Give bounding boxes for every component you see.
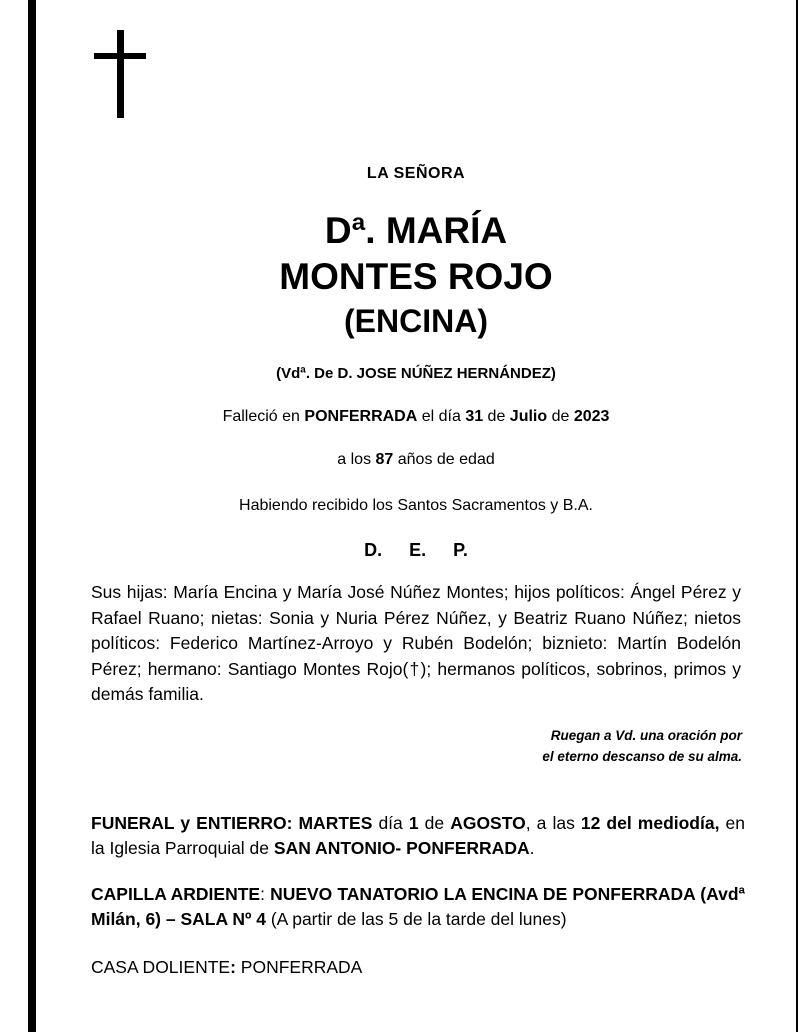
deceased-name-line1: Dª. MARÍA (324, 210, 508, 251)
prayer-request: Ruegan a Vd. una oración por el eterno descanso de su alma. (542, 728, 742, 764)
deceased-nickname: (ENCINA) (344, 303, 488, 339)
dep-line: D. E. P. (364, 540, 468, 560)
page-border (28, 0, 798, 1032)
age-line: a los 87 años de edad (337, 451, 495, 468)
sacraments-line: Habiendo recibido los Santos Sacramentos y B.A. (239, 497, 593, 514)
chapel-info: CAPILLA ARDIENTE: NUEVO TANATORIO LA ENCINA DE PONFERRADA (Avdª Milán, 6) – SALA Nº 4 (A partir de las 5 de la tarde del lunes) (91, 884, 745, 929)
age-years: 87 (375, 451, 394, 468)
family-paragraph: Sus hijas: María Encina y María José Núñez Montes; hijos políticos: Ángel Pérez y Rafael Ruano; nietas: Sonia y Nuria Pérez Núñez, y Beatriz Ruano Núñez; nietos políticos: Federico Martínez-Arroyo y Rubén Bodelón; biznieto: Martín Bodelón Pérez; hermano: Santiago Montes Rojo(†); hermanos políticos, sobrinos, primos y demás familia. (91, 582, 741, 704)
deceased-name-line2: MONTES ROJO (279, 256, 553, 297)
death-year: 2023 (573, 408, 610, 425)
cross-icon (94, 30, 146, 120)
death-day: 31 (465, 408, 484, 425)
death-place: PONFERRADA (304, 408, 418, 425)
pre-title: LA SEÑORA (366, 165, 466, 182)
funeral-info: FUNERAL y ENTIERRO: MARTES día 1 de AGOSTO, a las 12 del mediodía, en la Iglesia Parroquial de SAN ANTONIO- PONFERRADA. (91, 813, 746, 858)
mourning-house: CASA DOLIENTE: PONFERRADA (91, 957, 363, 977)
death-month: Julio (509, 408, 548, 425)
death-notice: Falleció en PONFERRADA el día 31 de Julio de 2023 (222, 408, 610, 425)
widow-of: (Vdª. De D. JOSE NÚÑEZ HERNÁNDEZ) (276, 365, 556, 382)
